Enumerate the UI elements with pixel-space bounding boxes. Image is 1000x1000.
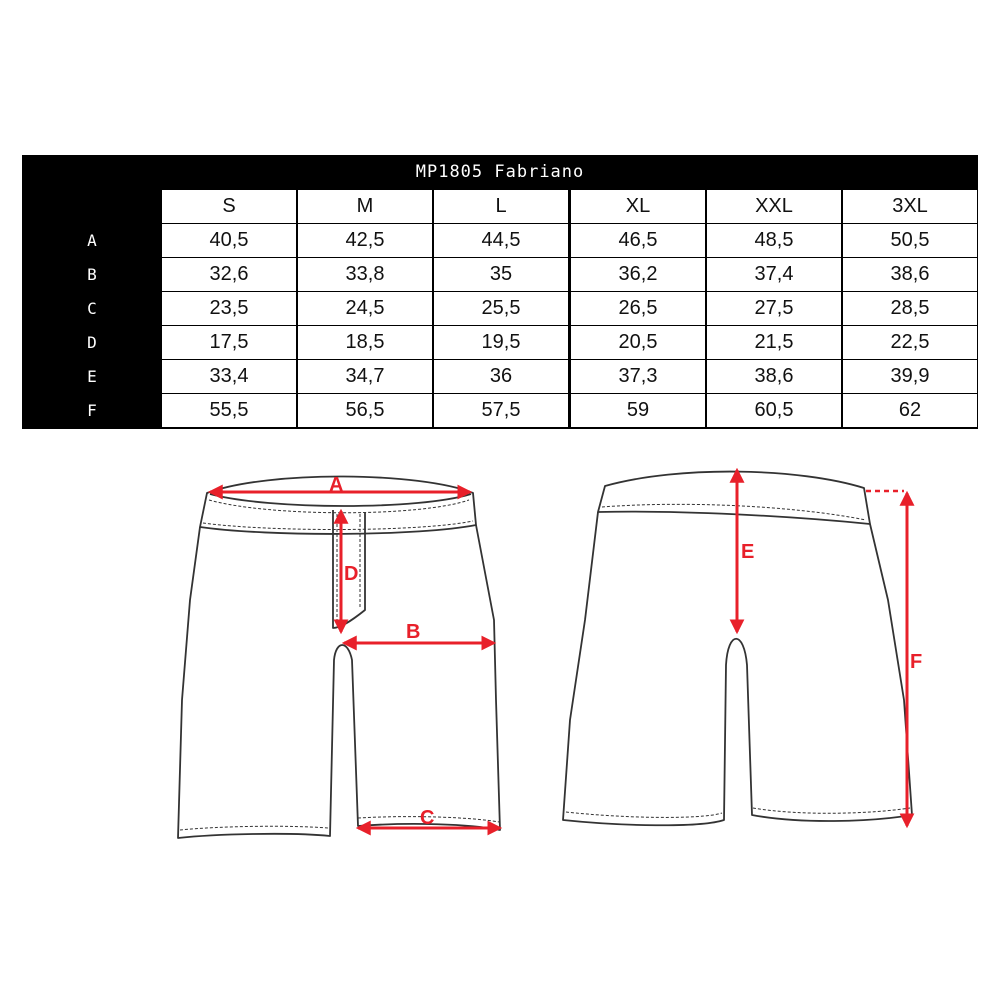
size-header: XL <box>571 190 705 223</box>
size-header: M <box>298 190 432 223</box>
table-cell: 35 <box>434 258 568 291</box>
table-cell: 39,9 <box>843 360 977 393</box>
table-cell: 23,5 <box>162 292 296 325</box>
table-cell: 50,5 <box>843 224 977 257</box>
table-cell: 48,5 <box>707 224 841 257</box>
row-label: F <box>87 401 97 420</box>
table-cell: 46,5 <box>571 224 705 257</box>
table-title: MP1805 Fabriano <box>415 162 585 182</box>
label-e: E <box>741 541 755 563</box>
table-cell: 27,5 <box>707 292 841 325</box>
table-cell: 44,5 <box>434 224 568 257</box>
table-cell: 55,5 <box>162 394 296 427</box>
size-header: S <box>162 190 296 223</box>
row-label: D <box>87 333 97 352</box>
label-f: F <box>910 651 923 673</box>
label-c: C <box>420 807 435 829</box>
table-cell: 21,5 <box>707 326 841 359</box>
table-cell: 25,5 <box>434 292 568 325</box>
table-cell: 62 <box>843 394 977 427</box>
front-body-outline <box>178 525 500 838</box>
table-cell: 34,7 <box>298 360 432 393</box>
table-cell: 42,5 <box>298 224 432 257</box>
table-cell: 36 <box>434 360 568 393</box>
size-header: 3XL <box>843 190 977 223</box>
table-cell: 40,5 <box>162 224 296 257</box>
table-cell: 56,5 <box>298 394 432 427</box>
table-cell: 22,5 <box>843 326 977 359</box>
table-cell: 38,6 <box>843 258 977 291</box>
table-cell: 33,8 <box>298 258 432 291</box>
table-cell: 36,2 <box>571 258 705 291</box>
row-label: A <box>87 231 97 250</box>
size-table <box>22 155 978 429</box>
table-cell: 17,5 <box>162 326 296 359</box>
table-cell: 19,5 <box>434 326 568 359</box>
table-cell: 57,5 <box>434 394 568 427</box>
label-d: D <box>344 563 359 585</box>
table-cell: 60,5 <box>707 394 841 427</box>
size-header: XXL <box>707 190 841 223</box>
table-cell: 59 <box>571 394 705 427</box>
table-cell: 33,4 <box>162 360 296 393</box>
table-cell: 24,5 <box>298 292 432 325</box>
table-cell: 18,5 <box>298 326 432 359</box>
row-label: E <box>87 367 97 386</box>
label-b: B <box>406 621 421 643</box>
label-a: A <box>329 474 344 496</box>
shorts-diagram <box>0 455 1000 855</box>
row-label: C <box>87 299 97 318</box>
table-cell: 37,3 <box>571 360 705 393</box>
table-cell: 20,5 <box>571 326 705 359</box>
back-waistband <box>598 472 870 524</box>
size-header: L <box>434 190 568 223</box>
table-cell: 26,5 <box>571 292 705 325</box>
table-cell: 37,4 <box>707 258 841 291</box>
front-view <box>178 476 500 838</box>
table-cell: 28,5 <box>843 292 977 325</box>
table-cell: 38,6 <box>707 360 841 393</box>
row-label: B <box>87 265 97 284</box>
table-cell: 32,6 <box>162 258 296 291</box>
